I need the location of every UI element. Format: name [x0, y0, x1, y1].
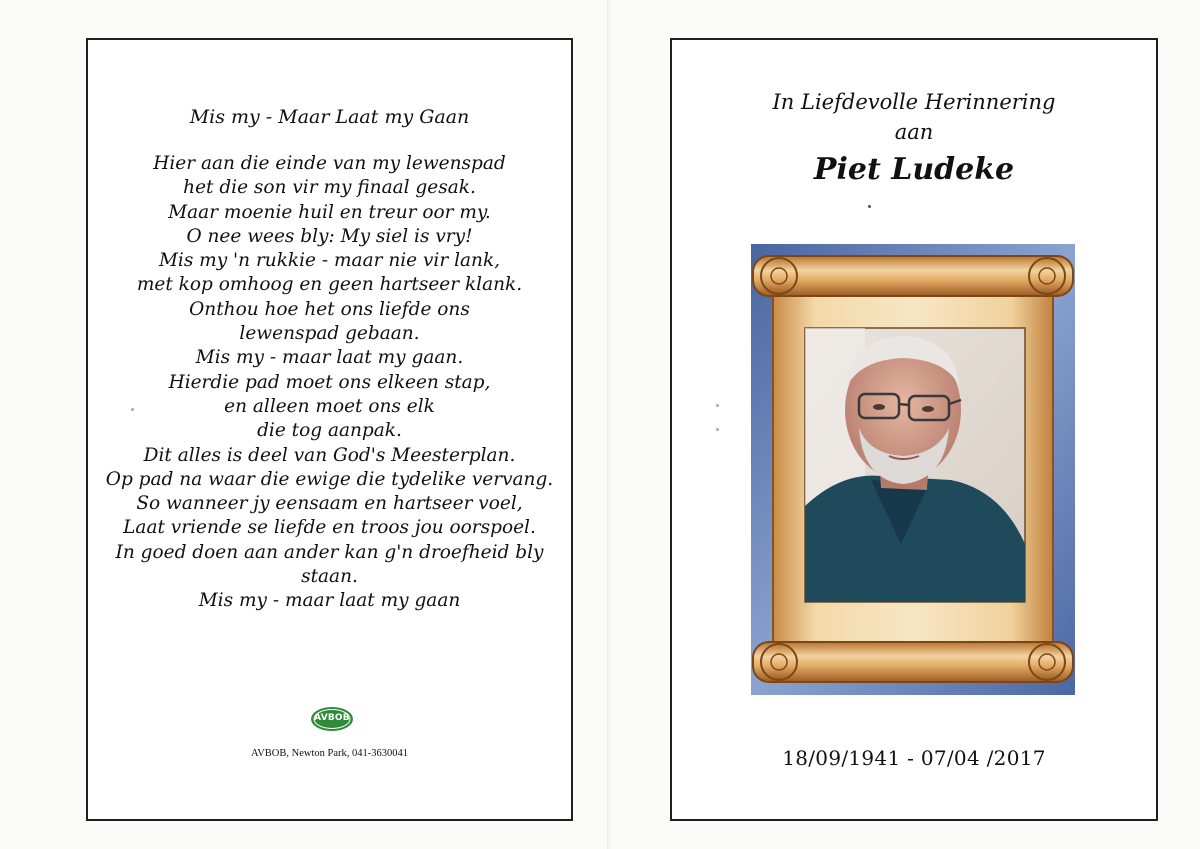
speck	[131, 408, 134, 411]
speck	[868, 205, 871, 208]
portrait-scroll-frame	[751, 244, 1075, 695]
poem-line: Op pad na waar die ewige die tydelike vervang.	[105, 468, 554, 490]
poem-line: Hierdie pad moet ons elkeen stap,	[168, 371, 491, 393]
left-panel	[86, 38, 573, 821]
poem-line: O nee wees bly: My siel is vry!	[186, 225, 473, 247]
heading-in-loving-memory: In Liefdevolle Herinnering	[772, 90, 1056, 114]
poem-title: Mis my - Maar Laat my Gaan	[189, 106, 470, 128]
heading-aan: aan	[894, 120, 934, 144]
poem-line: Mis my - maar laat my gaan	[198, 590, 461, 612]
poem	[88, 152, 571, 614]
poem-line: In goed doen aan ander kan g'n droefheid bly	[115, 541, 544, 563]
card-fold	[607, 0, 610, 849]
poem-line: So wanneer jy eensaam en hartseer voel,	[136, 493, 523, 515]
portrait-photo	[805, 328, 1025, 602]
poem-line: lewenspad gebaan.	[239, 323, 420, 345]
poem-line: die tog aanpak.	[257, 420, 402, 442]
poem-line: met kop omhoog en geen hartseer klank.	[136, 274, 523, 296]
poem-line: Dit alles is deel van God's Meesterplan.	[143, 444, 516, 466]
poem-line: Onthou hoe het ons liefde ons	[189, 298, 470, 320]
footer-contact: AVBOB, Newton Park, 041-3630041	[250, 748, 408, 759]
avbob-logo-text: AVBOB	[314, 713, 350, 723]
poem-line: staan.	[301, 566, 358, 588]
right-panel	[670, 38, 1158, 821]
speck	[716, 404, 719, 407]
poem-line: Mis my - maar laat my gaan.	[195, 347, 464, 369]
speck	[716, 428, 719, 431]
poem-line: het die son vir my finaal gesak.	[183, 177, 476, 199]
life-dates: 18/09/1941 - 07/04 /2017	[782, 746, 1046, 770]
poem-line: Laat vriende se liefde en troos jou oorspoel.	[123, 517, 536, 539]
poem-line: Maar moenie huil en treur oor my.	[168, 201, 491, 223]
poem-line: Mis my 'n rukkie - maar nie vir lank,	[158, 250, 501, 272]
poem-line: Hier aan die einde van my lewenspad	[153, 153, 506, 174]
poem-line: en alleen moet ons elk	[224, 395, 435, 417]
deceased-name: Piet Ludeke	[813, 152, 1015, 187]
